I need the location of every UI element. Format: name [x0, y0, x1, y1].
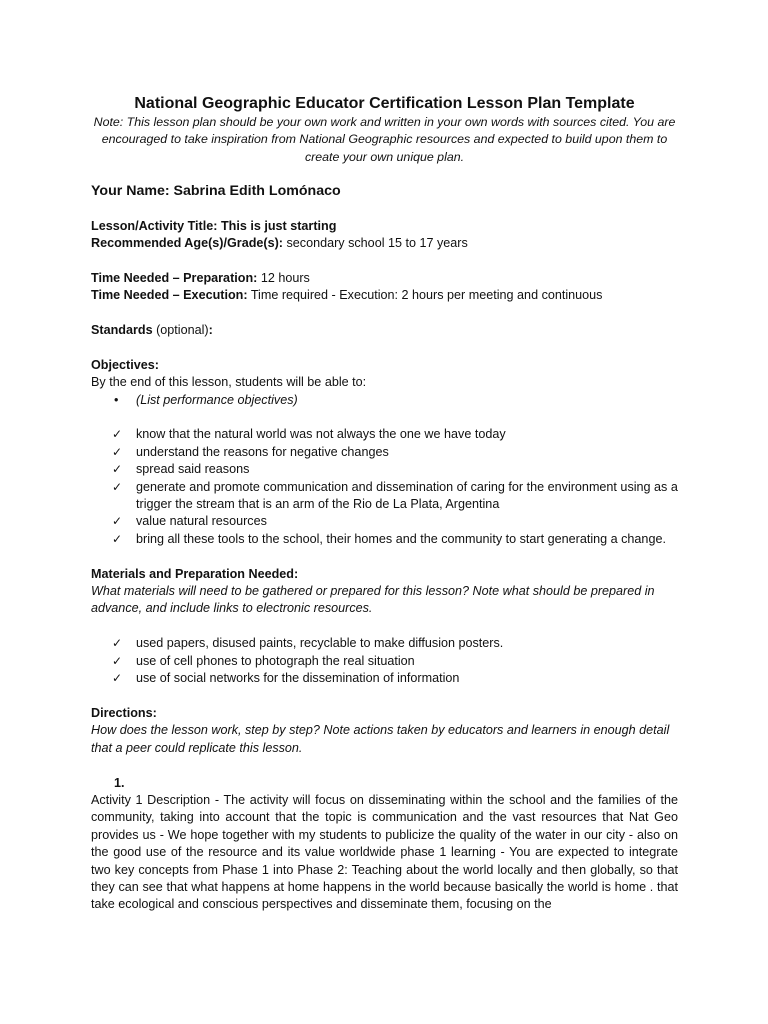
exec-time-value: Time required - Execution: 2 hours per meeting and continuous [250, 288, 603, 303]
directions-heading: Directions: [91, 705, 157, 720]
list-item [112, 670, 678, 687]
objective-text: spread said reasons [136, 462, 250, 477]
checkmark-icon: ✓ [112, 514, 123, 529]
your-name-line [91, 183, 678, 200]
exec-time-line [91, 287, 678, 304]
objective-text: bring all these tools to the school, their homes and the community to start generating a change. [136, 531, 666, 546]
objectives-list [91, 426, 678, 548]
lesson-plan-content [91, 94, 678, 914]
list-item [114, 392, 678, 409]
checkmark-icon: ✓ [112, 653, 123, 668]
prep-time-label: Time Needed – Preparation: [91, 270, 258, 285]
material-text: used papers, disused paints, recyclable to make diffusion posters. [136, 636, 504, 651]
prep-time-value: 12 hours [260, 270, 310, 285]
your-name-label: Your Name: [91, 183, 170, 200]
list-item [112, 461, 678, 478]
standards-line [91, 322, 678, 339]
objective-text: understand the reasons for negative changes [136, 444, 389, 459]
step-number: 1. [114, 775, 125, 790]
list-item [112, 426, 678, 443]
materials-heading: Materials and Preparation Needed: [91, 566, 299, 581]
list-item [112, 444, 678, 461]
directions-prompt: How does the lesson work, step by step? Note actions taken by educators and learners in enough detail that a peer could replicate this lesson. [91, 723, 670, 755]
objectives-placeholder-list [91, 392, 678, 409]
list-item [112, 513, 678, 530]
standards-label: Standards [91, 323, 153, 338]
list-item [112, 479, 678, 514]
document-title: National Geographic Educator Certification Lesson Plan Template [134, 95, 635, 112]
your-name-value: Sabrina Edith Lomónaco [173, 183, 341, 200]
objectives-placeholder: (List performance objectives) [136, 392, 298, 407]
checkmark-icon: ✓ [112, 671, 123, 686]
list-item [112, 531, 678, 548]
checkmark-icon: ✓ [112, 479, 123, 494]
checkmark-icon: ✓ [112, 462, 123, 477]
standards-colon: : [208, 323, 213, 338]
objectives-intro: By the end of this lesson, students will be able to: [91, 375, 367, 390]
objective-text: know that the natural world was not always the one we have today [136, 427, 506, 442]
activity-description: Activity 1 Description - The activity will focus on disseminating within the school and the families of the community, taking into account that the topic is communication and the vast resources that Nat Geo provides us - We hope together with my students to publicize the quality of the water in our city - also on the good use of the resource and its value worldwide phase 1 learning - You are expected to integrate two key concepts from Phase 1 into Phase 2: Teaching about the world locally and then globally, so that they can see that what happens at home happens in the world because basically the world is home . that take ecological and conscious perspectives and disseminate them, focusing on the [91, 792, 678, 912]
bullet-icon: • [114, 392, 119, 407]
template-note: Note: This lesson plan should be your own work and written in your own words with sources cited. You are encouraged to take inspiration from National Geographic resources and expected to build upon them to create your own unique plan. [93, 115, 676, 164]
lesson-title-label: Lesson/Activity Title: [91, 218, 218, 233]
objective-text: value natural resources [136, 514, 267, 529]
list-item [112, 635, 678, 652]
checkmark-icon: ✓ [112, 444, 123, 459]
standards-optional: (optional) [156, 323, 209, 338]
material-text: use of social networks for the dissemination of information [136, 671, 460, 686]
prep-time-line [91, 270, 678, 287]
material-text: use of cell phones to photograph the real situation [136, 653, 415, 668]
lesson-title-value: This is just starting [220, 218, 337, 233]
objectives-heading: Objectives: [91, 357, 159, 372]
list-item [112, 653, 678, 670]
lesson-title-line [91, 218, 678, 235]
checkmark-icon: ✓ [112, 636, 123, 651]
age-label: Recommended Age(s)/Grade(s): [91, 236, 283, 251]
age-line [91, 235, 678, 252]
materials-list [91, 635, 678, 687]
checkmark-icon: ✓ [112, 531, 123, 546]
age-value: secondary school 15 to 17 years [286, 236, 468, 251]
materials-prompt: What materials will need to be gathered or prepared for this lesson? Note what should be prepared in advance, and include links to electronic resources. [91, 584, 655, 616]
checkmark-icon: ✓ [112, 427, 123, 442]
objective-text: generate and promote communication and dissemination of caring for the environment using as a trigger the stream that is an arm of the Rio de La Plata, Argentina [136, 479, 678, 512]
exec-time-label: Time Needed – Execution: [91, 288, 248, 303]
